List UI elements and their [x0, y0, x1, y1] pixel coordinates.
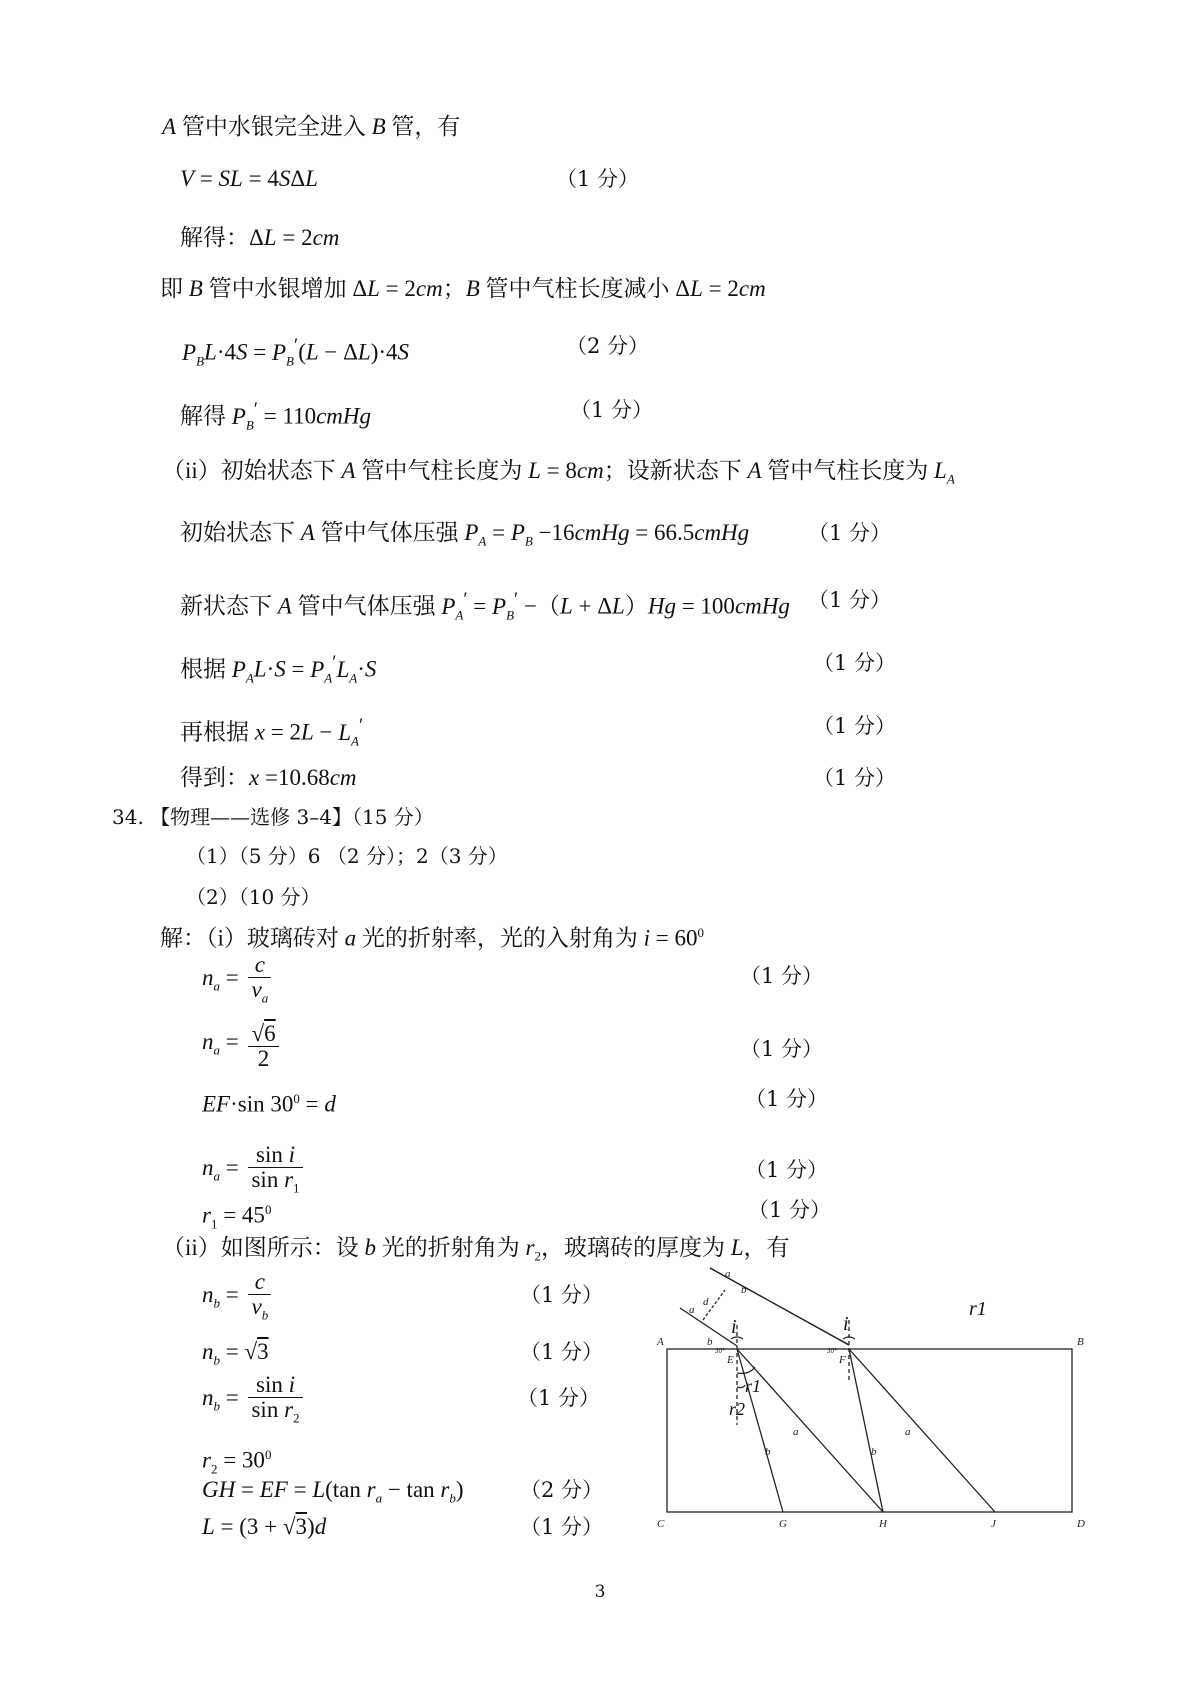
- equation-pa-initial: 初始状态下 A 管中气体压强 $P_A = P_B$ −16cmHg = 66.5cmHg: [180, 520, 750, 549]
- score-label: （1 分）: [520, 1515, 604, 1539]
- label-d: d: [703, 1296, 709, 1308]
- point-f-label: F: [839, 1354, 846, 1366]
- angle-arc-r1: [737, 1367, 755, 1373]
- score-label: （1 分）: [517, 1386, 601, 1410]
- score-label: （1 分）: [813, 651, 897, 675]
- glass-brick: [667, 1349, 1072, 1512]
- equation-volume: V = SL = 4SΔL: [180, 166, 318, 191]
- point-g-label: G: [779, 1518, 787, 1530]
- score-label: （2 分）: [520, 1478, 604, 1502]
- result-x: 得到：x =10.68cm: [180, 765, 357, 790]
- solve-delta-l: 解得：ΔL = 2cm: [180, 225, 340, 250]
- result-r1: $r_1 = 45^0$: [202, 1202, 272, 1232]
- answer-part-1: （1）（5 分）6 （2 分）；2（3 分）: [186, 844, 508, 868]
- label-i-e: i: [731, 1316, 737, 1338]
- angle-30-e: 30°: [715, 1347, 725, 1355]
- ray-a-from-f: [849, 1349, 995, 1512]
- equation-na-c-va: $n_a$ = $\frac{c}{v_a}$: [202, 953, 271, 1011]
- ray-label-b-e: b: [765, 1446, 771, 1458]
- answer-part-2: （2）（10 分）: [186, 885, 321, 909]
- ray-diagram: [655, 1265, 1115, 1550]
- equation-nb-snell: $n_b$ = $\frac{\text{sin i}}{\sin r_2}$: [202, 1373, 303, 1431]
- line-ii-initial: （ii）初始状态下 A 管中气柱长度为 L = 8cm；设新状态下 A 管中气柱长度为 $L_A$: [162, 458, 955, 487]
- solution-intro: 解：（i）玻璃砖对 a 光的折射率，光的入射角为 $i = 60^0$: [160, 925, 705, 951]
- equation-nb-c-vb: $n_b$ = $\frac{c}{v_b}$: [202, 1270, 271, 1328]
- line-1: A 管中水银完全进入 B 管，有: [162, 114, 461, 139]
- equation-ef-sin: EF·sin $30^0 = d$: [202, 1091, 336, 1117]
- equation-na-sqrt6: $n_a$ = $\frac{√6}{2}$: [202, 1022, 279, 1071]
- ray-label-a-f: a: [905, 1426, 911, 1438]
- score-label: （1 分）: [520, 1283, 604, 1307]
- point-e-label: E: [727, 1354, 734, 1366]
- score-label: （1 分）: [520, 1340, 604, 1364]
- corner-d-label: D: [1077, 1518, 1085, 1530]
- corner-a-label: A: [657, 1336, 664, 1348]
- result-l: L = (3 + √3)d: [202, 1514, 327, 1539]
- question-34-heading: 34. 【物理——选修 3–4】（15 分）: [112, 805, 434, 829]
- score-label: （2 分）: [566, 334, 650, 358]
- score-label: （1 分）: [808, 521, 892, 545]
- result-r2: $r_2 = 30^0$: [202, 1447, 272, 1477]
- corner-c-label: C: [657, 1518, 665, 1530]
- solution-ii-intro: （ii）如图所示：设 b 光的折射角为 $r_2$，玻璃砖的厚度为 L，有: [162, 1235, 790, 1264]
- score-label: （1 分）: [570, 398, 654, 422]
- corner-b-label: B: [1077, 1336, 1084, 1348]
- solve-pb: 解得 $P_B'$ = 110cmHg: [180, 399, 372, 433]
- equation-nb-sqrt3: $n_b = √3$: [202, 1339, 269, 1368]
- equation-gh-ef: GH = EF = L(tan $r_a - \tan r_b$): [202, 1477, 464, 1506]
- ray-label-a-e: a: [793, 1426, 799, 1438]
- score-label: （1 分）: [813, 766, 897, 790]
- score-label: （1 分）: [748, 1198, 832, 1222]
- score-label: （1 分）: [745, 1158, 829, 1182]
- score-label: （1 分）: [556, 167, 640, 191]
- score-label: （1 分）: [740, 964, 824, 988]
- ray-label-b-lower: b: [707, 1336, 713, 1348]
- equation-pa-new: 新状态下 A 管中气体压强 $P_A' = P_B' -(L + \Delta L)Hg$ = 100cmHg: [180, 589, 790, 623]
- label-i-f: i: [843, 1313, 849, 1335]
- equation-boyle: 根据 $P_AL\cdot S = P_A'L_A\cdot S$: [180, 652, 377, 686]
- angle-arc-r2: [737, 1385, 745, 1388]
- equation-x: 再根据 $x = 2L - L_A'$: [180, 715, 364, 749]
- ray-a-from-e: [737, 1349, 883, 1512]
- score-label: （1 分）: [745, 1087, 829, 1111]
- ray-b-from-f: [849, 1349, 883, 1512]
- point-h-label: H: [879, 1518, 887, 1530]
- line-increase: 即 B 管中水银增加 ΔL = 2cm；B 管中气柱长度减小 ΔL = 2cm: [160, 276, 766, 301]
- ray-label-a-lower: a: [689, 1304, 695, 1316]
- page-number: 3: [594, 1582, 606, 1602]
- equation-pb: $P_BL\cdot 4S = P_B'(L - \Delta L)\cdot 4S$: [182, 335, 410, 369]
- ray-label-b: b: [741, 1284, 747, 1296]
- angle-30-f: 30°: [827, 1347, 837, 1355]
- point-j-label: J: [991, 1518, 996, 1530]
- label-r1-small: r1: [745, 1376, 762, 1396]
- label-r1-large: r1: [969, 1298, 987, 1320]
- ray-label-a: a: [725, 1268, 731, 1280]
- label-r2: r2: [729, 1399, 746, 1419]
- score-label: （1 分）: [740, 1037, 824, 1061]
- equation-na-snell: $n_a$ = $\frac{\text{sin i}}{\sin r_1}$: [202, 1143, 303, 1201]
- score-label: （1 分）: [813, 714, 897, 738]
- ray-label-b-f: b: [871, 1446, 877, 1458]
- score-label: （1 分）: [808, 588, 892, 612]
